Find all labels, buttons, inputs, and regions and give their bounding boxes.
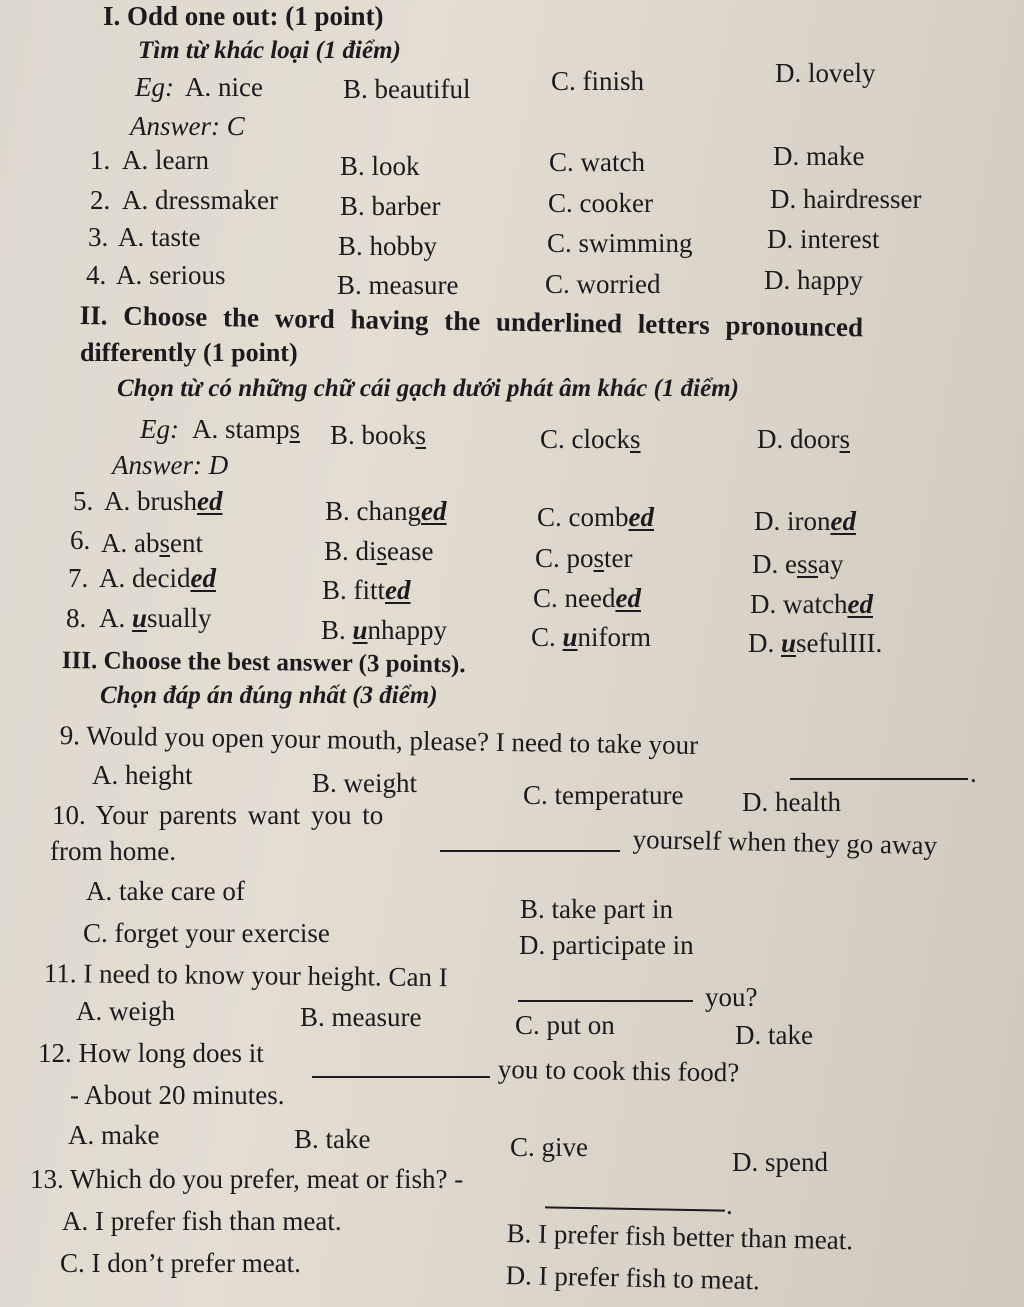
example-option-c: C. clocks — [540, 424, 641, 454]
option-d: D. usefulIII. — [748, 628, 883, 658]
option-d: D. essay — [752, 549, 844, 579]
option-d: D. ironed — [754, 506, 856, 536]
option-c: C. cooker — [548, 188, 653, 218]
option-c: C. poster — [535, 543, 633, 573]
option-d: D. participate in — [519, 930, 694, 960]
answer-blank — [440, 850, 620, 852]
option-c: C. uniform — [531, 622, 652, 652]
option-b: B. measure — [337, 270, 459, 300]
question-11-text-cont: you? — [705, 982, 758, 1012]
option-d: D. happy — [764, 265, 863, 295]
option-b: B. weight — [312, 768, 417, 798]
option-b: B. fitted — [322, 575, 411, 605]
option-b: B. disease — [324, 536, 434, 566]
question-12-reply: - About 20 minutes. — [70, 1080, 285, 1110]
question-row — [0, 222, 1024, 261]
section-3-subheading: Chọn đáp án đúng nhất (3 điểm) — [100, 682, 438, 709]
example-option-a: A. nice — [185, 72, 263, 102]
question-12-text-cont: you to cook this food? — [497, 1054, 740, 1088]
option-b: B. take — [294, 1124, 371, 1154]
question-number: 2. — [90, 185, 111, 215]
option-c: C. watch — [549, 147, 645, 177]
question-row — [0, 486, 1024, 536]
option-c: C. I don’t prefer meat. — [60, 1248, 301, 1278]
option-b: B. unhappy — [321, 615, 448, 645]
question-10-options — [0, 876, 1024, 924]
question-row — [0, 260, 1024, 300]
option-b: B. changed — [325, 496, 447, 526]
question-13-end: . — [726, 1190, 733, 1220]
question-row — [0, 184, 1024, 221]
option-c: C. swimming — [547, 228, 693, 258]
option-d: D. health — [742, 787, 841, 817]
section-2-subheading: Chọn từ có những chữ cái gạch dưới phát âm khác (1 điểm) — [117, 375, 739, 402]
option-b: B. hobby — [338, 231, 438, 261]
option-c: C. give — [510, 1132, 588, 1162]
question-row — [0, 141, 1024, 181]
section-2-heading-cont: differently (1 point) — [80, 338, 298, 367]
option-b: B. I prefer fish better than meat. — [506, 1218, 854, 1256]
question-number: 1. — [90, 145, 111, 175]
option-a: A. usually — [99, 603, 212, 633]
question-number: 3. — [88, 222, 109, 252]
option-c: C. put on — [515, 1010, 615, 1040]
example-label: Eg: — [135, 72, 174, 102]
question-9-end: . — [970, 758, 977, 788]
option-a: A. absent — [101, 528, 203, 558]
option-d: D. take — [735, 1020, 813, 1050]
section-2-answer: Answer: D — [112, 450, 229, 480]
option-a: A. taste — [118, 222, 201, 252]
option-b: B. barber — [340, 191, 441, 221]
section-1-example-row — [0, 58, 1024, 108]
question-13-options — [0, 1206, 1024, 1256]
option-a: A. make — [68, 1120, 160, 1150]
example-option-b: B. books — [330, 420, 427, 450]
example-option-b: B. beautiful — [343, 74, 471, 104]
option-b: B. look — [340, 151, 420, 181]
option-d: D. spend — [732, 1147, 828, 1177]
option-c: C. forget your exercise — [83, 918, 330, 948]
section-2-heading: II. Choose the word having the underlined letters pronounced — [79, 300, 864, 343]
option-c: C. temperature — [523, 780, 684, 810]
question-number: 6. — [70, 525, 91, 555]
example-option-c: C. finish — [551, 66, 645, 96]
question-number: 4. — [86, 260, 107, 290]
question-number: 7. — [68, 563, 89, 593]
question-number: 8. — [66, 603, 87, 633]
question-10-text-cont: yourself when they go away — [632, 824, 938, 861]
section-1-subheading: Tìm từ khác loại (1 điểm) — [138, 37, 401, 64]
option-c: C. needed — [533, 583, 641, 613]
option-c: C. combed — [537, 502, 654, 532]
option-a: A. brushed — [104, 486, 223, 516]
option-d: D. watched — [750, 589, 873, 619]
option-b: B. take part in — [520, 894, 673, 924]
option-a: A. I prefer fish than meat. — [62, 1206, 342, 1236]
question-10-text-end: from home. — [50, 836, 176, 866]
question-9-text: 9. Would you open your mouth, please? I need to take your — [59, 720, 699, 761]
example-option-a: A. stamps — [192, 414, 301, 444]
option-d: D. make — [773, 141, 865, 171]
option-d: D. interest — [767, 224, 880, 254]
question-number: 5. — [73, 486, 94, 516]
question-13-text: 13. Which do you prefer, meat or fish? - — [30, 1164, 464, 1194]
example-option-d: D. doors — [757, 424, 851, 454]
section-2-example-row — [0, 414, 1024, 454]
option-a: A. serious — [116, 260, 226, 290]
answer-blank — [312, 1076, 490, 1078]
option-a: A. take care of — [86, 876, 245, 906]
question-12-text: 12. How long does it — [38, 1038, 264, 1068]
question-10-text: 10. Your parents want you to — [52, 800, 384, 830]
option-a: A. learn — [122, 145, 209, 175]
question-10-options — [0, 918, 1024, 960]
option-a: A. dressmaker — [122, 185, 278, 215]
option-a: A. decided — [99, 563, 216, 593]
option-a: A. weigh — [76, 996, 175, 1026]
section-1-heading: I. Odd one out: (1 point) — [103, 1, 384, 31]
example-label: Eg: — [140, 414, 179, 444]
option-a: A. height — [92, 760, 193, 790]
option-d: D. hairdresser — [770, 184, 922, 214]
example-option-d: D. lovely — [775, 58, 876, 88]
option-d: D. I prefer fish to meat. — [505, 1260, 761, 1296]
question-13-options — [0, 1248, 1024, 1296]
question-11-text: 11. I need to know your height. Can I — [43, 958, 448, 993]
section-3-heading: III. Choose the best answer (3 points). — [61, 647, 466, 679]
section-1-answer: Answer: C — [130, 111, 245, 141]
question-12-options — [0, 1120, 1024, 1177]
option-c: C. worried — [545, 269, 661, 299]
option-b: B. measure — [300, 1002, 422, 1032]
